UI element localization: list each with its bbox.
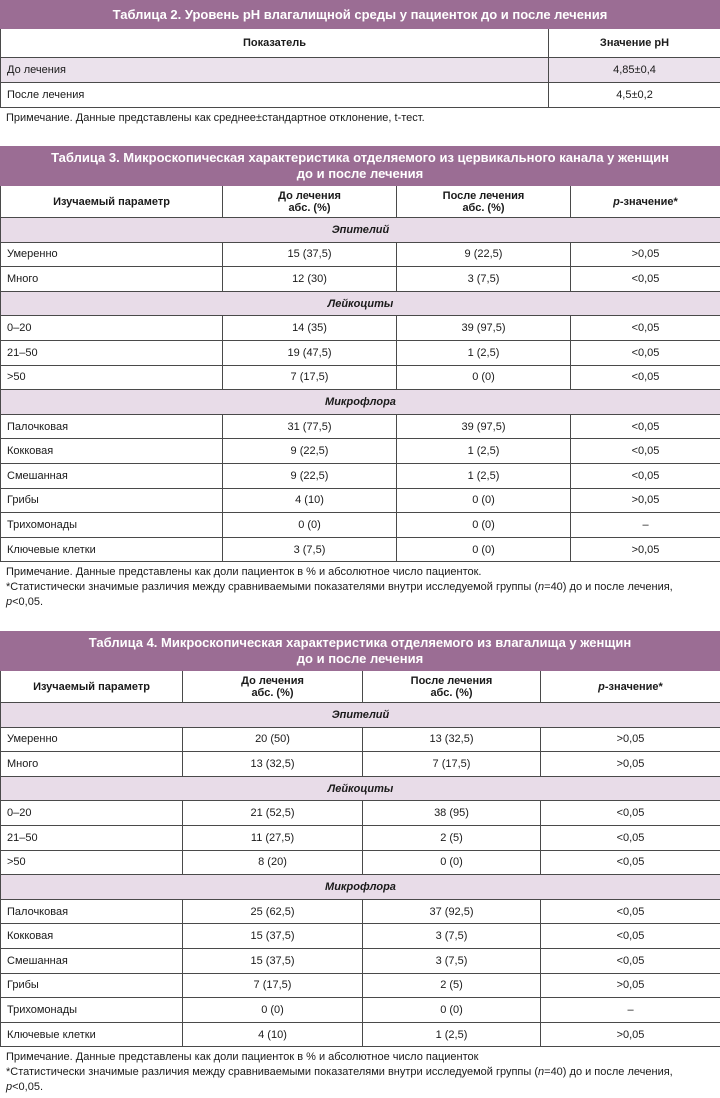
row-after: 0 (0) [397, 365, 571, 390]
row-before: 21 (52,5) [183, 801, 363, 826]
table-2-grid [0, 29, 720, 108]
row-before: 0 (0) [183, 998, 363, 1023]
row-after: 2 (5) [363, 973, 541, 998]
row-before: 0 (0) [223, 513, 397, 538]
row-param: 0–20 [1, 801, 183, 826]
row-label: До лечения [1, 58, 549, 83]
row-before: 14 (35) [223, 316, 397, 341]
row-before: 25 (62,5) [183, 899, 363, 924]
table-row [1, 850, 720, 875]
table-3-note-line3: p<0,05. [6, 596, 44, 609]
row-param: Много [1, 267, 223, 292]
row-after: 0 (0) [363, 850, 541, 875]
row-p-value: <0,05 [541, 850, 720, 875]
row-before: 3 (7,5) [223, 537, 397, 562]
table-3-note-line2: *Статистически значимые различия между сравниваемыми показателями внутри исследуемой группы (n=40) до и после лечения, [6, 581, 673, 594]
row-param: Смешанная [1, 948, 183, 973]
row-p-value: <0,05 [571, 414, 720, 439]
row-before: 12 (30) [223, 267, 397, 292]
row-p-value: >0,05 [571, 242, 720, 267]
row-after: 3 (7,5) [363, 948, 541, 973]
row-after: 0 (0) [397, 537, 571, 562]
row-after: 1 (2,5) [363, 1022, 541, 1047]
row-p-value: >0,05 [571, 537, 720, 562]
row-before: 15 (37,5) [183, 924, 363, 949]
row-p-value: <0,05 [541, 801, 720, 826]
table-4-grid [0, 671, 720, 1047]
row-p-value: <0,05 [571, 439, 720, 464]
row-param: Ключевые клетки [1, 537, 223, 562]
row-after: 3 (7,5) [397, 267, 571, 292]
row-after: 39 (97,5) [397, 316, 571, 341]
row-value: 4,85±0,4 [549, 58, 720, 83]
table-row [1, 488, 720, 513]
header-ph-value: Значение pH [549, 29, 720, 58]
row-p-value: <0,05 [571, 365, 720, 390]
row-after: 13 (32,5) [363, 727, 541, 752]
section-header: Лейкоциты [1, 776, 720, 801]
row-before: 13 (32,5) [183, 752, 363, 777]
row-p-value: – [571, 513, 720, 538]
table-row [1, 998, 720, 1023]
row-param: Умеренно [1, 242, 223, 267]
header-after: После лечения абс. (%) [397, 186, 571, 218]
section-header: Микрофлора [1, 875, 720, 900]
section-header: Микрофлора [1, 390, 720, 415]
table-row [1, 242, 720, 267]
row-before: 15 (37,5) [223, 242, 397, 267]
table-row [1, 513, 720, 538]
row-p-value: >0,05 [541, 727, 720, 752]
table-row [1, 924, 720, 949]
row-after: 2 (5) [363, 825, 541, 850]
table-row [1, 414, 720, 439]
table-row [1, 948, 720, 973]
row-p-value: <0,05 [541, 899, 720, 924]
table-4-note-line1: Примечание. Данные представлены как доли пациенток в % и абсолютное число пациенток [6, 1051, 479, 1064]
row-p-value: <0,05 [541, 825, 720, 850]
table-row [1, 439, 720, 464]
section-header: Лейкоциты [1, 291, 720, 316]
section-header: Эпителий [1, 218, 720, 243]
row-before: 20 (50) [183, 727, 363, 752]
table-row [1, 1022, 720, 1047]
table-row [1, 463, 720, 488]
row-param: 21–50 [1, 825, 183, 850]
row-p-value: – [541, 998, 720, 1023]
row-before: 7 (17,5) [223, 365, 397, 390]
table-row [1, 340, 720, 365]
table-4-note-line3: p<0,05. [6, 1081, 44, 1094]
table-3 [0, 146, 720, 610]
row-param: Умеренно [1, 727, 183, 752]
row-p-value: >0,05 [541, 973, 720, 998]
row-param: Кокковая [1, 924, 183, 949]
table-4-title [0, 631, 720, 671]
row-before: 19 (47,5) [223, 340, 397, 365]
header-param: Изучаемый параметр [1, 186, 223, 218]
table-row [1, 537, 720, 562]
row-p-value: <0,05 [541, 948, 720, 973]
header-after: После лечения абс. (%) [363, 671, 541, 703]
table-3-title-line1: Таблица 3. Микроскопическая характеристика отделяемого из цервикального канала у женщин [51, 150, 669, 165]
row-after: 0 (0) [397, 488, 571, 513]
table-row [1, 973, 720, 998]
row-value: 4,5±0,2 [549, 83, 720, 108]
row-before: 9 (22,5) [223, 463, 397, 488]
row-param: Кокковая [1, 439, 223, 464]
row-p-value: >0,05 [541, 1022, 720, 1047]
row-before: 4 (10) [183, 1022, 363, 1047]
table-2-title: Таблица 2. Уровень pH влагалищной среды у пациенток до и после лечения [0, 0, 720, 29]
table-row [1, 365, 720, 390]
row-param: Трихомонады [1, 998, 183, 1023]
row-p-value: <0,05 [571, 340, 720, 365]
row-after: 39 (97,5) [397, 414, 571, 439]
row-param: Трихомонады [1, 513, 223, 538]
table-3-grid [0, 186, 720, 562]
row-p-value: <0,05 [571, 316, 720, 341]
table-3-title-line2: до и после лечения [296, 166, 424, 181]
table-3-note [0, 562, 720, 610]
table-4-title-line2: до и после лечения [296, 651, 424, 666]
row-p-value: <0,05 [571, 267, 720, 292]
row-after: 0 (0) [363, 998, 541, 1023]
table-row [1, 316, 720, 341]
row-p-value: <0,05 [571, 463, 720, 488]
table-row [1, 727, 720, 752]
row-after: 0 (0) [397, 513, 571, 538]
table-row [1, 899, 720, 924]
row-after: 1 (2,5) [397, 340, 571, 365]
row-after: 38 (95) [363, 801, 541, 826]
row-before: 11 (27,5) [183, 825, 363, 850]
table-row [1, 267, 720, 292]
table-4-note-line2: *Статистически значимые различия между сравниваемыми показателями внутри исследуемой группы (n=40) до и после лечения, [6, 1066, 673, 1079]
row-param: 21–50 [1, 340, 223, 365]
header-before: До лечения абс. (%) [183, 671, 363, 703]
row-param: Палочковая [1, 899, 183, 924]
row-param: Палочковая [1, 414, 223, 439]
section-header: Эпителий [1, 703, 720, 728]
row-before: 7 (17,5) [183, 973, 363, 998]
row-p-value: >0,05 [541, 752, 720, 777]
row-param: Грибы [1, 488, 223, 513]
row-p-value: >0,05 [571, 488, 720, 513]
row-before: 15 (37,5) [183, 948, 363, 973]
row-before: 9 (22,5) [223, 439, 397, 464]
header-param: Изучаемый параметр [1, 671, 183, 703]
row-after: 1 (2,5) [397, 463, 571, 488]
table-4-note [0, 1047, 720, 1095]
header-p-value: p-значение* [571, 186, 720, 218]
table-row [1, 801, 720, 826]
table-4 [0, 631, 720, 1095]
row-param: Ключевые клетки [1, 1022, 183, 1047]
table-4-title-line1: Таблица 4. Микроскопическая характеристика отделяемого из влагалища у женщин [88, 635, 632, 650]
header-p-value: p-значение* [541, 671, 720, 703]
table-3-title [0, 146, 720, 186]
row-param: Много [1, 752, 183, 777]
row-param: 0–20 [1, 316, 223, 341]
row-before: 31 (77,5) [223, 414, 397, 439]
table-2-note: Примечание. Данные представлены как среднее±стандартное отклонение, t-тест. [6, 112, 425, 124]
table-2 [0, 0, 720, 126]
header-before: До лечения абс. (%) [223, 186, 397, 218]
row-param: Смешанная [1, 463, 223, 488]
row-p-value: <0,05 [541, 924, 720, 949]
row-after: 9 (22,5) [397, 242, 571, 267]
row-before: 4 (10) [223, 488, 397, 513]
row-param: >50 [1, 365, 223, 390]
row-after: 37 (92,5) [363, 899, 541, 924]
table-3-note-line1: Примечание. Данные представлены как доли пациенток в % и абсолютное число пациенток. [6, 566, 482, 579]
table-row [1, 825, 720, 850]
row-label: После лечения [1, 83, 549, 108]
row-after: 3 (7,5) [363, 924, 541, 949]
row-param: Грибы [1, 973, 183, 998]
row-before: 8 (20) [183, 850, 363, 875]
header-indicator: Показатель [1, 29, 549, 58]
table-row [1, 752, 720, 777]
row-param: >50 [1, 850, 183, 875]
row-after: 1 (2,5) [397, 439, 571, 464]
row-after: 7 (17,5) [363, 752, 541, 777]
